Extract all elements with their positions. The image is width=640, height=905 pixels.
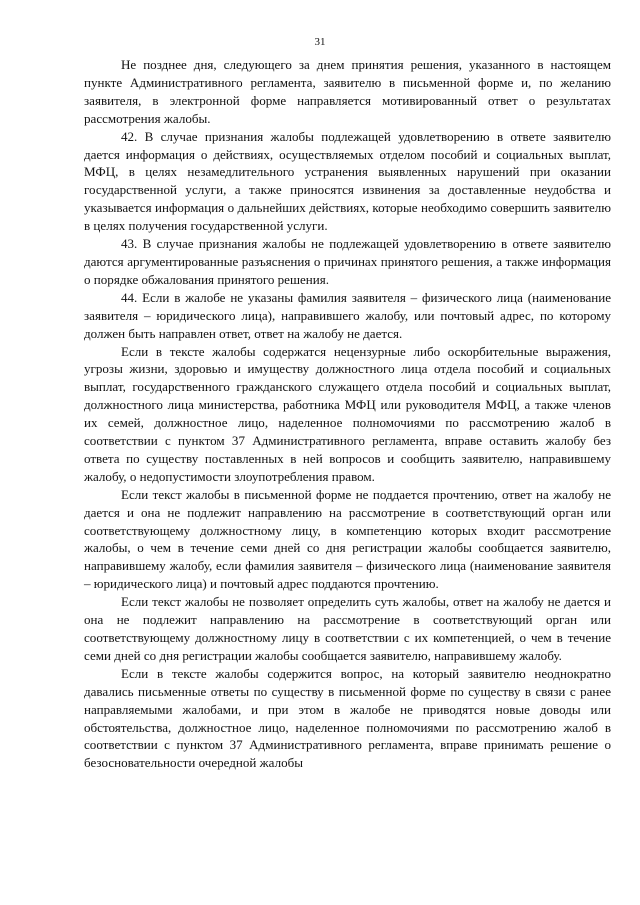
paragraph-undefined-essence: Если текст жалобы не позволяет определить суть жалобы, ответ на жалобу не дается и она не подлежит направлению на рассмотрение в соответствующий орган или соответствующему должностному лицу в соответствии с их компетенцией, о чем в течение семи дней со дня регистрации жалобы сообщается заявителю, направившему жалобу.: [84, 594, 611, 663]
paragraph-42: 42. В случае признания жалобы подлежащей удовлетворению в ответе заявителю дается информация о действиях, осуществляемых отделом пособий и социальных выплат, МФЦ, в целях незамедлительного устранения выявленных нарушений при оказании государственной услуги, а также приносятся извинения за доставленные неудобства и указывается информация о дальнейших действиях, которые необходимо совершить заявителю в целях получения государственной услуги.: [84, 128, 611, 234]
paragraph-44: 44. Если в жалобе не указаны фамилия заявителя – физического лица (наименование заявителя – юридического лица), направившего жалобу, или почтовый адрес, по которому должен быть направлен ответ, ответ на жалобу не дается.: [84, 289, 611, 341]
paragraph-response-deadline: Не позднее дня, следующего за днем принятия решения, указанного в настоящем пункте Административного регламента, заявителю в письменной форме и, по желанию заявителя, в электронной форме направляется мотивированный ответ о результатах рассмотрения жалобы.: [84, 57, 611, 126]
paragraph-offensive-language: Если в тексте жалобы содержатся нецензурные либо оскорбительные выражения, угрозы жизни, здоровью и имуществу должностного лица отдела пособий и социальных выплат, государственного гражданского служащего отдела пособий и социальных выплат, должностного лица министерства, работника МФЦ или руководителя МФЦ, а также членов их семей, должностное лицо, наделенное полномочиями по рассмотрению жалоб в соответствии с пунктом 37 Административного регламента, вправе оставить жалобу без ответа по существу поставленных в ней вопросов и сообщить заявителю, направившему жалобу, о недопустимости злоупотребления правом.: [84, 343, 611, 484]
paragraph-43: 43. В случае признания жалобы не подлежащей удовлетворению в ответе заявителю даются аргументированные разъяснения о причинах принятого решения, а также информация о порядке обжалования принятого решения.: [84, 236, 611, 287]
paragraph-repeated-question: Если в тексте жалобы содержится вопрос, на который заявителю неоднократно давались письменные ответы по существу в письменной форме по существу в связи с ранее направляемыми жалобами, и при этом в жалобе не приводятся новые доводы или обстоятельства, должностное лицо, наделенное полномочиями по рассмотрению жалоб в соответствии с пунктом 37 Административного регламента, вправе принимать решение о безосновательности очередной жалобы: [84, 665, 611, 771]
page-number: 31: [314, 36, 326, 48]
document-body: [84, 56, 611, 772]
paragraph-unreadable-text: Если текст жалобы в письменной форме не поддается прочтению, ответ на жалобу не дается и она не подлежит направлению на рассмотрение в соответствующий орган или соответствующему должностному лицу, в компетенцию которых входит рассмотрение жалобы, о чем в течение семи дней со дня регистрации жалобы сообщается заявителю, направившему жалобу, если фамилия заявителя – физического лица (наименование заявителя – юридического лица) и почтовый адрес поддаются прочтению.: [84, 486, 611, 592]
